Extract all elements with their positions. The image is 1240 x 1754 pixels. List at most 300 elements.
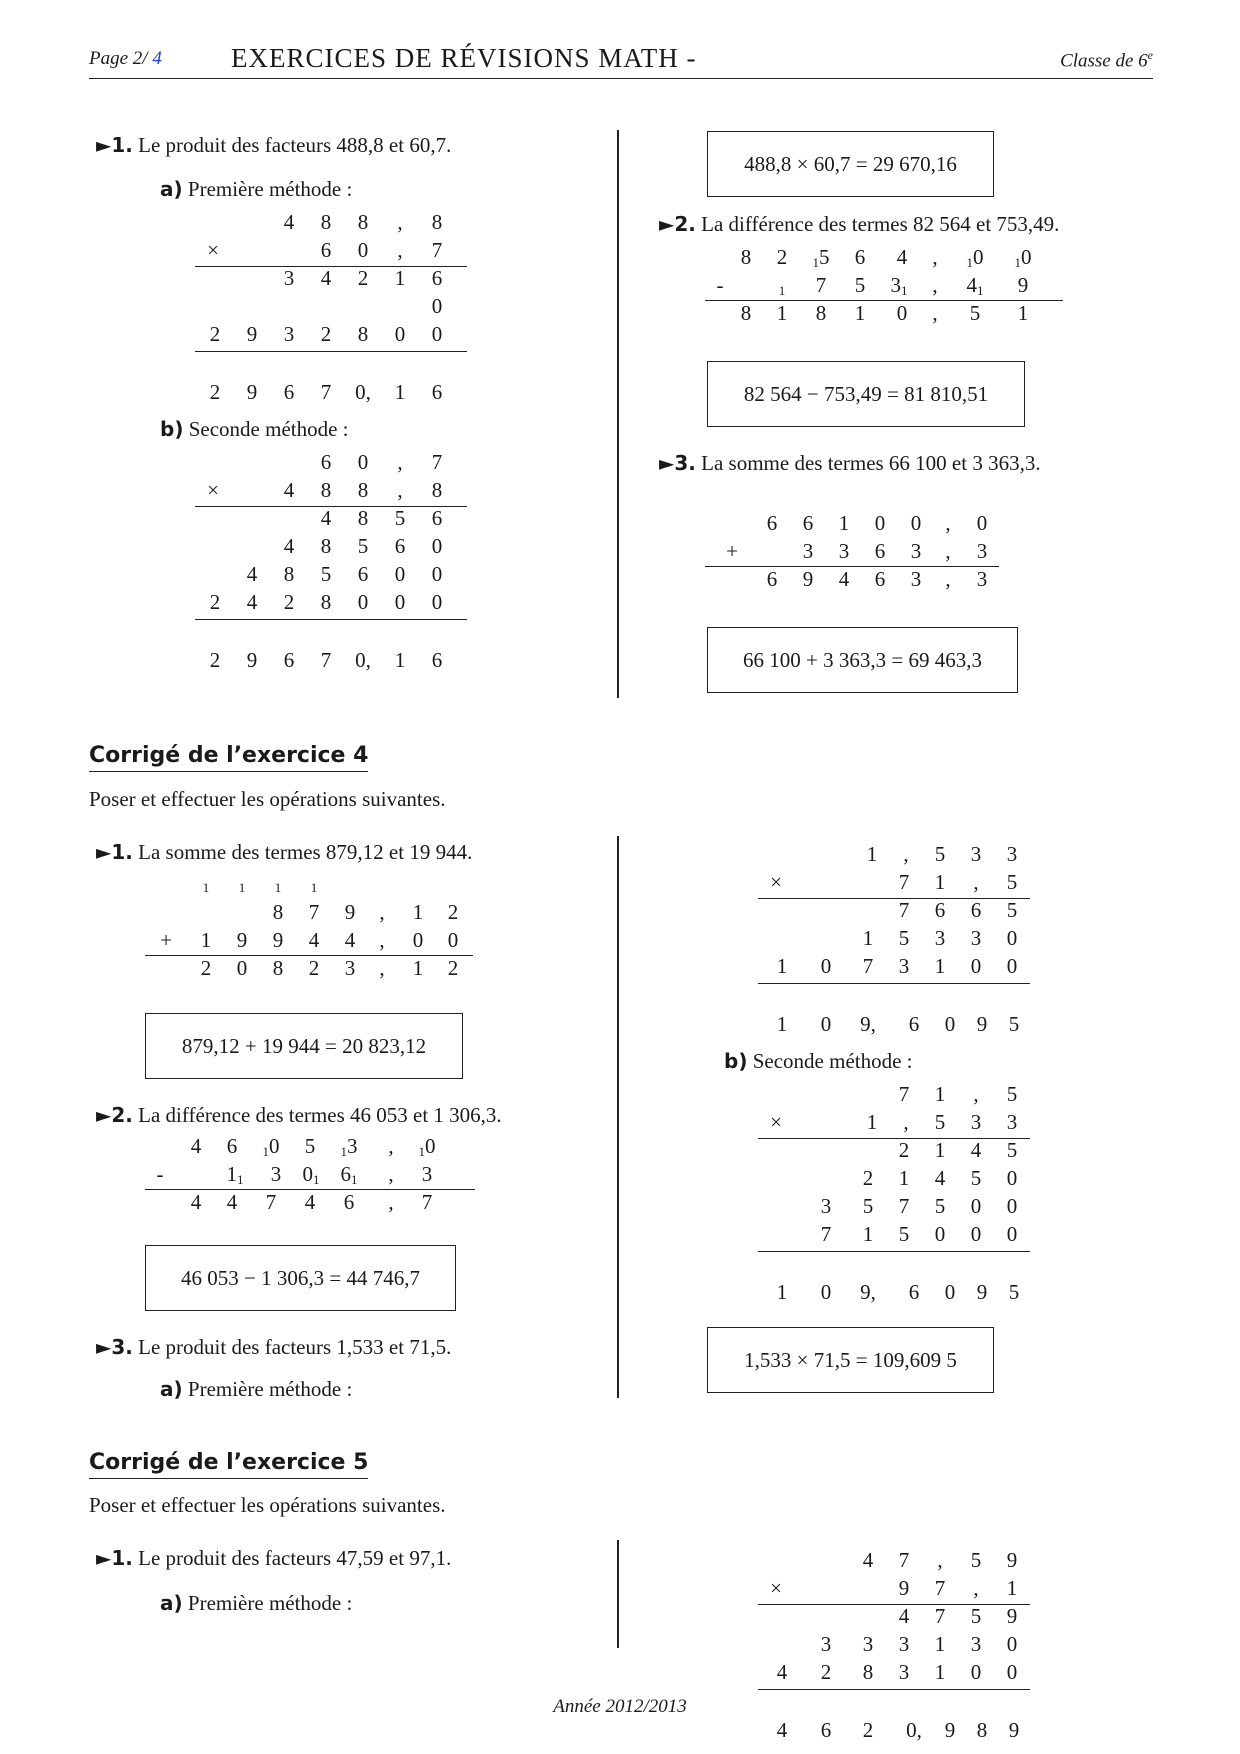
class-level bbox=[1060, 48, 1153, 72]
digit: 7 bbox=[431, 450, 443, 474]
digit: 5 bbox=[854, 273, 866, 297]
digit: 1 bbox=[776, 954, 788, 978]
digit: 0 bbox=[236, 956, 248, 980]
digit: 5 bbox=[1006, 898, 1018, 922]
digit: 6 bbox=[766, 511, 778, 535]
top-item-1-method-a bbox=[160, 177, 352, 202]
digit: 7 bbox=[898, 898, 910, 922]
digit: 1 bbox=[776, 1280, 788, 1304]
minus-sign: - bbox=[716, 273, 724, 297]
page-total-link[interactable]: 4 bbox=[152, 48, 162, 69]
digit: 6 bbox=[343, 1190, 355, 1214]
digit: 0 bbox=[412, 928, 424, 952]
addition-1 bbox=[705, 509, 999, 599]
digit: 6 bbox=[854, 245, 866, 269]
digit: 2 bbox=[308, 956, 320, 980]
digit: 6 bbox=[908, 1012, 920, 1036]
digit: 7 bbox=[862, 954, 874, 978]
digit: 3 bbox=[976, 567, 988, 591]
digit: 5 bbox=[969, 301, 981, 325]
digit: 0 bbox=[970, 1194, 982, 1218]
digit: 8 bbox=[357, 322, 369, 346]
ex4-item-3-method-a bbox=[160, 1377, 352, 1402]
digit-carry: $_1$5 bbox=[812, 245, 830, 270]
digit: 0 bbox=[970, 1222, 982, 1246]
digit: 5 bbox=[1006, 1138, 1018, 1162]
times-sign: × bbox=[207, 478, 219, 502]
ex5-item-1-method-a bbox=[160, 1591, 352, 1616]
item-text: La différence des termes 82 564 et 753,49. bbox=[701, 212, 1060, 236]
digit: 9 bbox=[802, 567, 814, 591]
digit: 1 bbox=[862, 1222, 874, 1246]
digit: 4 bbox=[896, 245, 908, 269]
digit: 6 bbox=[874, 539, 886, 563]
multiplication-4b-result bbox=[758, 1280, 1030, 1310]
digit: 2 bbox=[320, 322, 332, 346]
comma: , bbox=[932, 245, 938, 269]
comma: , bbox=[388, 1162, 394, 1186]
digit: 1 bbox=[394, 380, 406, 404]
comma: , bbox=[397, 210, 403, 234]
digit: 0 bbox=[1006, 1166, 1018, 1190]
digit: 0 bbox=[896, 301, 908, 325]
digit-carry: $_1$0 bbox=[966, 245, 984, 270]
digit: 6 bbox=[431, 380, 443, 404]
times-sign: × bbox=[770, 1110, 782, 1134]
digit-carry: $_1$3 bbox=[340, 1134, 358, 1159]
item-marker: ►3. bbox=[659, 451, 696, 475]
digit: 7 bbox=[898, 1548, 910, 1572]
digit: 1 bbox=[866, 842, 878, 866]
digit: 0 bbox=[820, 1012, 832, 1036]
digit: 8 bbox=[357, 478, 369, 502]
top-item-1-method-b bbox=[160, 417, 349, 442]
digit: 4 bbox=[308, 928, 320, 952]
times-sign: × bbox=[770, 1576, 782, 1600]
digit: 8 bbox=[431, 478, 443, 502]
rule bbox=[195, 619, 467, 620]
digit: 6 bbox=[431, 266, 443, 290]
digit: 9 bbox=[1006, 1604, 1018, 1628]
comma: , bbox=[379, 900, 385, 924]
digit: 7 bbox=[898, 870, 910, 894]
digit: 5 bbox=[320, 562, 332, 586]
comma: , bbox=[903, 842, 909, 866]
section-title-ex4: Corrigé de l’exercice 4 bbox=[89, 743, 368, 772]
digit: 8 bbox=[431, 210, 443, 234]
item-marker: ►1. bbox=[96, 840, 133, 864]
digit: 1 bbox=[898, 1166, 910, 1190]
digit: 7 bbox=[265, 1190, 277, 1214]
digit: 9, bbox=[860, 1280, 876, 1304]
digit: 0 bbox=[820, 1280, 832, 1304]
item-marker: ►3. bbox=[96, 1335, 133, 1359]
digit: 1 bbox=[934, 1082, 946, 1106]
digit: 1 bbox=[862, 926, 874, 950]
digit: 1 bbox=[866, 1110, 878, 1134]
section-intro-ex5: Poser et effectuer les opérations suivantes. bbox=[89, 1493, 446, 1517]
digit: 3 bbox=[910, 539, 922, 563]
digit: 6 bbox=[820, 1718, 832, 1742]
carry: 1 bbox=[310, 880, 318, 895]
class-label: Classe de 6 bbox=[1060, 50, 1148, 72]
digit: 3 bbox=[1006, 842, 1018, 866]
digit: 9 bbox=[236, 928, 248, 952]
digit: 8 bbox=[283, 562, 295, 586]
digit: 1 bbox=[394, 648, 406, 672]
digit: 7 bbox=[934, 1604, 946, 1628]
digit: 9, bbox=[860, 1012, 876, 1036]
digit: 0 bbox=[431, 590, 443, 614]
digit: 5 bbox=[970, 1548, 982, 1572]
digit: 9 bbox=[1008, 1718, 1020, 1742]
top-item-3 bbox=[659, 451, 1041, 476]
comma: , bbox=[973, 1082, 979, 1106]
digit: 2 bbox=[862, 1718, 874, 1742]
comma: , bbox=[397, 478, 403, 502]
item-text: Le produit des facteurs 47,59 et 97,1. bbox=[138, 1546, 452, 1570]
digit: 5 bbox=[970, 1604, 982, 1628]
digit: 7 bbox=[934, 1576, 946, 1600]
digit: 0 bbox=[944, 1012, 956, 1036]
section-title-ex5: Corrigé de l’exercice 5 bbox=[89, 1450, 368, 1479]
digit: 3 bbox=[970, 926, 982, 950]
subtraction-1 bbox=[705, 243, 1063, 333]
digit: 0 bbox=[1006, 1660, 1018, 1684]
page-title: EXERCICES DE RÉVISIONS MATH - bbox=[231, 43, 697, 73]
digit: 0, bbox=[355, 380, 371, 404]
comma: , bbox=[397, 238, 403, 262]
digit: 0 bbox=[874, 511, 886, 535]
digit: 9 bbox=[344, 900, 356, 924]
multiplication-4a bbox=[758, 840, 1030, 1020]
digit: 5 bbox=[970, 1166, 982, 1190]
digit: 0 bbox=[431, 534, 443, 558]
digit: 2 bbox=[209, 322, 221, 346]
digit: 0 bbox=[976, 511, 988, 535]
method-label: Seconde méthode : bbox=[188, 417, 349, 441]
digit: 6 bbox=[394, 534, 406, 558]
comma: , bbox=[379, 928, 385, 952]
digit: 5 bbox=[934, 1110, 946, 1134]
digit: 6 bbox=[908, 1280, 920, 1304]
rule bbox=[758, 983, 1030, 984]
digit: 6 bbox=[320, 450, 332, 474]
digit: 1 bbox=[934, 1660, 946, 1684]
carry: 1 bbox=[202, 880, 210, 895]
digit: 4 bbox=[304, 1190, 316, 1214]
plus-sign: + bbox=[726, 539, 738, 563]
digit: 3 bbox=[934, 926, 946, 950]
digit: 6 bbox=[320, 238, 332, 262]
comma: , bbox=[973, 870, 979, 894]
digit: 0 bbox=[447, 928, 459, 952]
digit: 1 bbox=[934, 870, 946, 894]
class-superscript: e bbox=[1147, 48, 1153, 62]
digit: 3 bbox=[970, 1110, 982, 1134]
digit: 7 bbox=[308, 900, 320, 924]
result-box-difference: 82 564 − 753,49 = 81 810,51 bbox=[707, 361, 1025, 427]
digit: 2 bbox=[209, 380, 221, 404]
comma: , bbox=[932, 301, 938, 325]
digit: 0 bbox=[431, 294, 443, 318]
digit: 7 bbox=[815, 273, 827, 297]
column-divider-top bbox=[617, 130, 619, 698]
header-rule bbox=[89, 78, 1153, 79]
multiplication-4b bbox=[758, 1080, 1030, 1260]
digit: 4 bbox=[776, 1660, 788, 1684]
digit: 0 bbox=[357, 450, 369, 474]
digit-carry: $4_1$ bbox=[966, 273, 984, 298]
digit: 0 bbox=[394, 562, 406, 586]
digit: 5 bbox=[862, 1194, 874, 1218]
digit: 1 bbox=[1006, 1576, 1018, 1600]
digit: 0 bbox=[1006, 1632, 1018, 1656]
digit: 8 bbox=[272, 956, 284, 980]
digit: 3 bbox=[898, 954, 910, 978]
digit: 1 bbox=[854, 301, 866, 325]
method-label: Première méthode : bbox=[187, 177, 353, 201]
digit-carry: $0_1$ bbox=[302, 1162, 320, 1187]
multiplication-5 bbox=[758, 1546, 1030, 1696]
result-box-sum: 66 100 + 3 363,3 = 69 463,3 bbox=[707, 627, 1018, 693]
page-number bbox=[89, 48, 162, 70]
digit: 7 bbox=[320, 380, 332, 404]
ex4-result-box-product: 1,533 × 71,5 = 109,609 5 bbox=[707, 1327, 994, 1393]
digit: 0 bbox=[970, 954, 982, 978]
top-item-1 bbox=[96, 133, 451, 158]
times-sign: × bbox=[207, 238, 219, 262]
method-marker: b) bbox=[160, 417, 184, 441]
multiplication-b bbox=[195, 448, 467, 628]
digit: 0 bbox=[820, 954, 832, 978]
comma: , bbox=[945, 511, 951, 535]
digit: 4 bbox=[898, 1604, 910, 1628]
item-text: Le produit des facteurs 1,533 et 71,5. bbox=[138, 1335, 452, 1359]
digit: 0 bbox=[910, 511, 922, 535]
digit: 9 bbox=[1017, 273, 1029, 297]
digit: 3 bbox=[1006, 1110, 1018, 1134]
method-marker: a) bbox=[160, 1377, 183, 1401]
ex4-item-2 bbox=[96, 1103, 502, 1128]
digit: 3 bbox=[283, 322, 295, 346]
digit: 4 bbox=[862, 1548, 874, 1572]
carry: 1 bbox=[274, 880, 282, 895]
digit: 3 bbox=[838, 539, 850, 563]
digit: 7 bbox=[421, 1190, 433, 1214]
item-marker: ►2. bbox=[96, 1103, 133, 1127]
digit: 7 bbox=[898, 1194, 910, 1218]
item-marker: ►1. bbox=[96, 1546, 133, 1570]
ex4-item-3-method-b bbox=[724, 1049, 913, 1074]
rule bbox=[195, 351, 467, 352]
multiplication-b-result bbox=[195, 648, 467, 678]
digit: 7 bbox=[898, 1082, 910, 1106]
digit: 2 bbox=[898, 1138, 910, 1162]
digit: 6 bbox=[766, 567, 778, 591]
digit: 8 bbox=[357, 210, 369, 234]
digit: 6 bbox=[934, 898, 946, 922]
multiplication-a bbox=[195, 208, 467, 388]
rule bbox=[758, 1689, 1030, 1690]
digit: 5 bbox=[304, 1134, 316, 1158]
method-label: Seconde méthode : bbox=[752, 1049, 913, 1073]
method-marker: a) bbox=[160, 1591, 183, 1615]
digit: 7 bbox=[320, 648, 332, 672]
digit: 2 bbox=[447, 900, 459, 924]
digit: 9 bbox=[246, 322, 258, 346]
digit: 0 bbox=[1006, 954, 1018, 978]
digit: 8 bbox=[740, 301, 752, 325]
ex4-item-1 bbox=[96, 840, 472, 865]
digit: 1 bbox=[934, 1138, 946, 1162]
digit: 4 bbox=[246, 590, 258, 614]
item-text: La différence des termes 46 053 et 1 306,3. bbox=[138, 1103, 502, 1127]
digit: 1 bbox=[1017, 301, 1029, 325]
digit: 5 bbox=[1008, 1012, 1020, 1036]
digit: 3 bbox=[970, 842, 982, 866]
digit: 2 bbox=[820, 1660, 832, 1684]
digit: 9 bbox=[272, 928, 284, 952]
comma: , bbox=[388, 1134, 394, 1158]
ex5-item-1 bbox=[96, 1546, 451, 1571]
digit: 0, bbox=[906, 1718, 922, 1742]
digit: 6 bbox=[431, 648, 443, 672]
comma: , bbox=[388, 1190, 394, 1214]
digit: 0 bbox=[1006, 926, 1018, 950]
digit: 4 bbox=[283, 534, 295, 558]
digit: 4 bbox=[190, 1190, 202, 1214]
digit: 8 bbox=[320, 534, 332, 558]
ex4-result-box-sum: 879,12 + 19 944 = 20 823,12 bbox=[145, 1013, 463, 1079]
multiplication-5-result bbox=[758, 1718, 1030, 1748]
digit: 4 bbox=[190, 1134, 202, 1158]
digit: 5 bbox=[934, 1194, 946, 1218]
rule bbox=[758, 1251, 1030, 1252]
digit: 0 bbox=[394, 590, 406, 614]
digit: 6 bbox=[283, 648, 295, 672]
digit: 6 bbox=[802, 511, 814, 535]
digit: 8 bbox=[320, 210, 332, 234]
digit: 2 bbox=[862, 1166, 874, 1190]
item-text: Le produit des facteurs 488,8 et 60,7. bbox=[138, 133, 452, 157]
digit: 5 bbox=[1008, 1280, 1020, 1304]
digit-carry: 1 bbox=[778, 283, 786, 298]
digit: 1 bbox=[934, 1632, 946, 1656]
section-intro-ex4: Poser et effectuer les opérations suivantes. bbox=[89, 787, 446, 811]
item-marker: ►2. bbox=[659, 212, 696, 236]
digit: 4 bbox=[344, 928, 356, 952]
digit: 8 bbox=[357, 506, 369, 530]
digit: 0 bbox=[357, 238, 369, 262]
digit: 1 bbox=[776, 301, 788, 325]
digit: 4 bbox=[246, 562, 258, 586]
page-label: Page 2/ bbox=[89, 48, 148, 69]
method-label: Première méthode : bbox=[187, 1377, 353, 1401]
digit: 6 bbox=[970, 898, 982, 922]
ex4-result-box-difference: 46 053 − 1 306,3 = 44 746,7 bbox=[145, 1245, 456, 1311]
digit: 3 bbox=[802, 539, 814, 563]
comma: , bbox=[932, 273, 938, 297]
digit-carry: $_1$0 bbox=[1014, 245, 1032, 270]
digit: 4 bbox=[320, 506, 332, 530]
digit: 8 bbox=[272, 900, 284, 924]
digit: 6 bbox=[357, 562, 369, 586]
digit: 6 bbox=[874, 567, 886, 591]
digit: 8 bbox=[320, 590, 332, 614]
digit-carry: $_1$0 bbox=[262, 1134, 280, 1159]
digit: 5 bbox=[898, 1222, 910, 1246]
digit: 3 bbox=[976, 539, 988, 563]
digit: 3 bbox=[820, 1194, 832, 1218]
digit: 0 bbox=[431, 322, 443, 346]
digit: 2 bbox=[209, 590, 221, 614]
method-marker: b) bbox=[724, 1049, 748, 1073]
digit: 2 bbox=[200, 956, 212, 980]
digit: 1 bbox=[412, 900, 424, 924]
comma: , bbox=[379, 956, 385, 980]
digit: 3 bbox=[344, 956, 356, 980]
digit: 8 bbox=[740, 245, 752, 269]
item-text: La somme des termes 66 100 et 3 363,3. bbox=[701, 451, 1041, 475]
item-marker: ►1. bbox=[96, 133, 133, 157]
comma: , bbox=[937, 1548, 943, 1572]
top-item-2 bbox=[659, 212, 1059, 237]
ex4-item-3 bbox=[96, 1335, 451, 1360]
digit: 4 bbox=[283, 210, 295, 234]
digit: 6 bbox=[226, 1134, 238, 1158]
digit: 1 bbox=[200, 928, 212, 952]
digit: 5 bbox=[1006, 870, 1018, 894]
digit: 1 bbox=[776, 1012, 788, 1036]
digit: 8 bbox=[320, 478, 332, 502]
comma: , bbox=[973, 1576, 979, 1600]
digit: 9 bbox=[246, 380, 258, 404]
digit: 4 bbox=[970, 1138, 982, 1162]
digit-carry: $6_1$ bbox=[340, 1162, 358, 1187]
comma: , bbox=[903, 1110, 909, 1134]
method-marker: a) bbox=[160, 177, 183, 201]
digit: 2 bbox=[209, 648, 221, 672]
digit: 2 bbox=[447, 956, 459, 980]
footer-year: Année 2012/2013 bbox=[553, 1696, 687, 1717]
digit: 9 bbox=[246, 648, 258, 672]
comma: , bbox=[397, 450, 403, 474]
digit: 4 bbox=[283, 478, 295, 502]
digit: 2 bbox=[283, 590, 295, 614]
digit: 9 bbox=[976, 1280, 988, 1304]
digit: 8 bbox=[976, 1718, 988, 1742]
digit: 3 bbox=[283, 266, 295, 290]
digit: 3 bbox=[820, 1632, 832, 1656]
digit: 7 bbox=[431, 238, 443, 262]
digit: 1 bbox=[934, 954, 946, 978]
digit: 0 bbox=[394, 322, 406, 346]
digit: 5 bbox=[1006, 1082, 1018, 1106]
digit: 3 bbox=[862, 1632, 874, 1656]
digit: 7 bbox=[820, 1222, 832, 1246]
digit: 5 bbox=[357, 534, 369, 558]
digit-carry: $_1$0 bbox=[418, 1134, 436, 1159]
digit: 4 bbox=[776, 1718, 788, 1742]
comma: , bbox=[945, 539, 951, 563]
plus-sign: + bbox=[160, 928, 172, 952]
digit: 4 bbox=[226, 1190, 238, 1214]
subtraction-4 bbox=[145, 1132, 475, 1222]
digit: 3 bbox=[898, 1632, 910, 1656]
digit: 8 bbox=[815, 301, 827, 325]
digit: 3 bbox=[270, 1162, 282, 1186]
